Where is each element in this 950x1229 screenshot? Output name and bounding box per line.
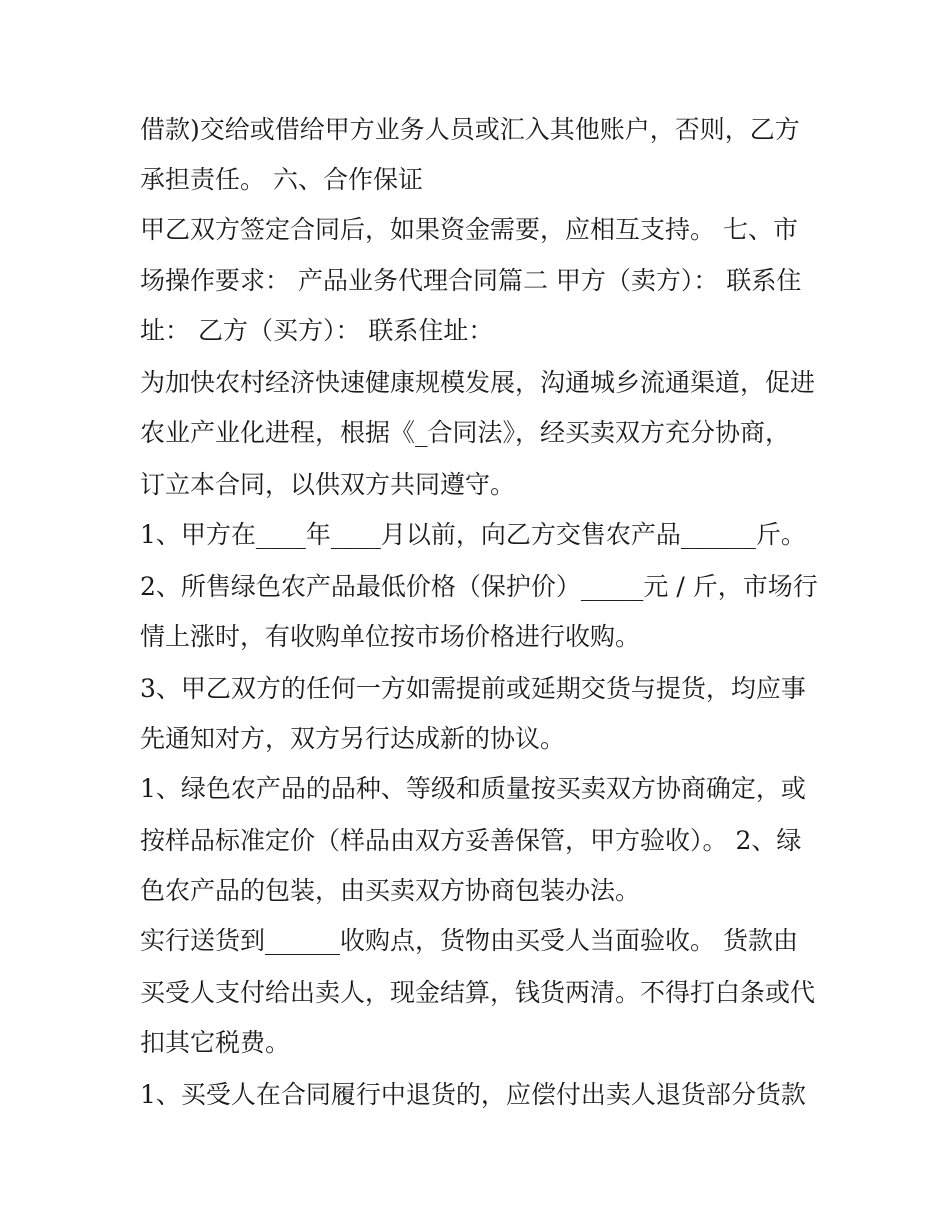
text-line: 按样品标准定价（样品由双方妥善保管，甲方验收）。 2、绿 xyxy=(140,826,802,855)
text-line: 1、甲方在____年____月以前，向乙方交售农产品______斤。 xyxy=(140,520,806,549)
text-line: 借款)交给或借给甲方业务人员或汇入其他账户，否则，乙方 xyxy=(140,115,800,144)
text-line: 为加快农村经济快速健康规模发展，沟通城乡流通渠道，促进 xyxy=(140,368,816,397)
text-line: 先通知对方，双方另行达成新的协议。 xyxy=(140,724,566,753)
text-line: 3、甲乙双方的任何一方如需提前或延期交货与提货，均应事 xyxy=(140,674,806,703)
text-line: 色农产品的包装，由买卖双方协商包装办法。 xyxy=(140,876,641,905)
text-line: 订立本合同，以供双方共同遵守。 xyxy=(140,470,516,499)
text-line: 情上涨时，有收购单位按市场价格进行收购。 xyxy=(140,622,641,651)
text-line: 实行送货到______收购点，货物由买受人当面验收。 货款由 xyxy=(140,926,798,955)
text-line: 甲乙双方签定合同后，如果资金需要，应相互支持。 七、市 xyxy=(140,215,798,244)
text-line: 扣其它税费。 xyxy=(140,1028,291,1057)
text-line: 买受人支付给出卖人，现金结算，钱货两清。不得打白条或代 xyxy=(140,978,816,1007)
text-line: 承担责任。 六、合作保证 xyxy=(140,165,423,194)
text-line: 场操作要求： 产品业务代理合同篇二 甲方（卖方）： 联系住 xyxy=(140,266,802,295)
text-line: 址： 乙方（买方）： 联系住址： xyxy=(140,316,494,345)
text-line: 2、所售绿色农产品最低价格（保护价）_____元 / 斤，市场行 xyxy=(140,572,818,601)
text-line: 农业产业化进程，根据《_合同法》，经买卖双方充分协商， xyxy=(140,418,791,447)
text-line: 1、绿色农产品的品种、等级和质量按买卖双方协商确定，或 xyxy=(140,774,806,803)
text-line: 1、买受人在合同履行中退货的，应偿付出卖人退货部分货款 xyxy=(140,1080,806,1109)
